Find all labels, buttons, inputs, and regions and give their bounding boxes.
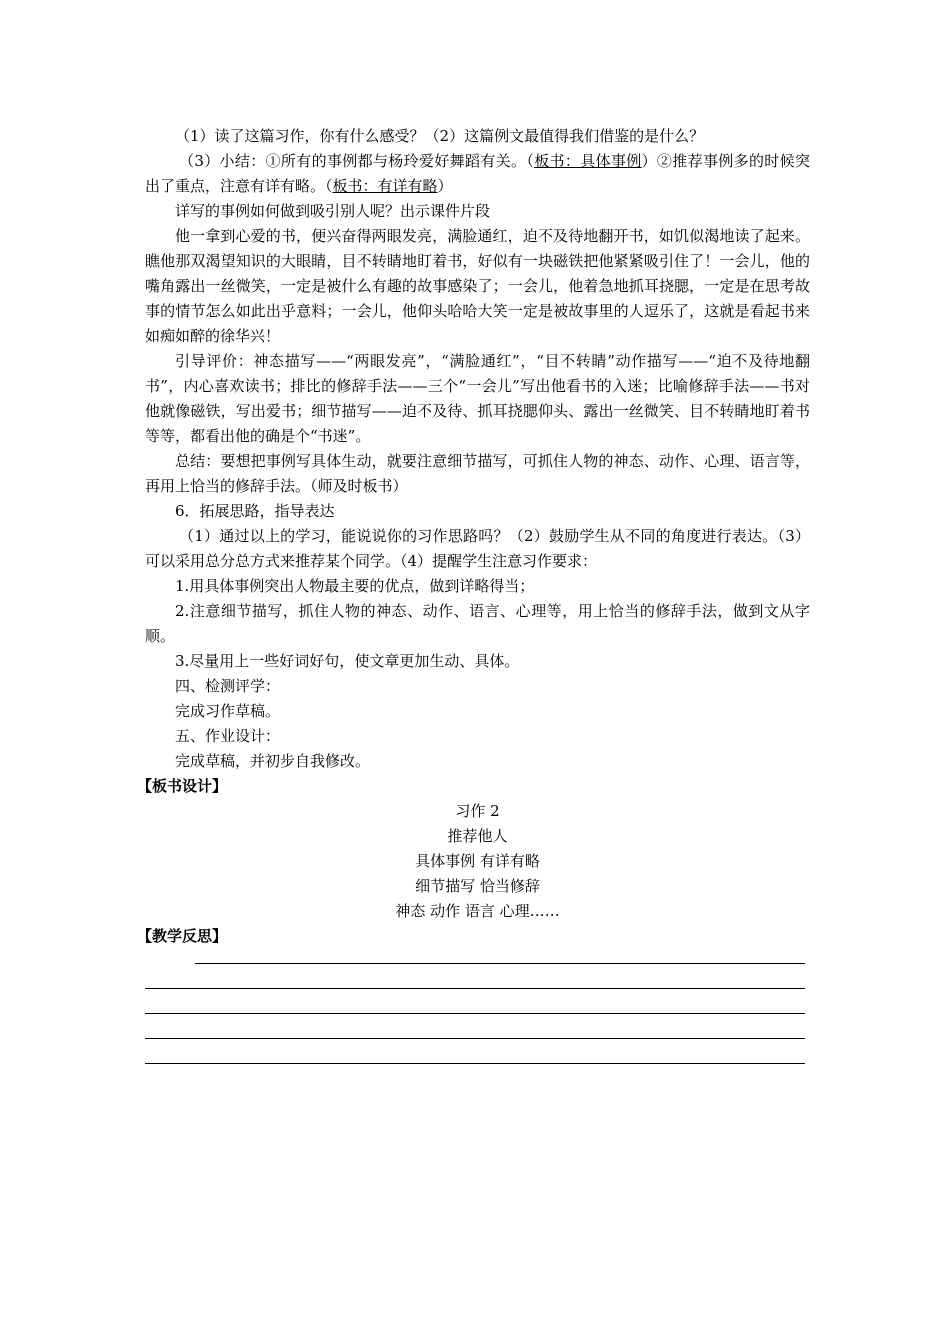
detail-question: 详写的事例如何做到吸引别人呢？出示课件片段 bbox=[175, 202, 491, 220]
board-note-detail-balance: 板书：有详有略 bbox=[332, 177, 438, 195]
summary-prefix: （3）小结：①所有的事例都与杨玲爱好舞蹈有关。（ bbox=[179, 152, 535, 170]
summary-suffix: ） bbox=[437, 177, 453, 195]
lesson-content bbox=[137, 124, 810, 1079]
example-passage: 他一拿到心爱的书，便兴奋得两眼发亮，满脸通红，迫不及待地翻开书，如饥似渴地读了起来。瞧他那双渴望知识的大眼睛，目不转睛地盯着书，好似有一块磁铁把他紧紧吸引住了！一会儿，他的嘴角露出一丝微笑，一定是被什么有趣的故事感染了；一会儿，他着急地抓耳挠腮，一定是在思考故事的情节怎么如此出乎意料；一会儿，他仰头哈哈大笑一定是被故事里的人逗乐了，这就是看起书来如痴如醉的徐华兴！ bbox=[145, 227, 810, 345]
section-4-heading: 四、检测评学： bbox=[175, 677, 281, 695]
conclusion-paragraph: 总结：要想把事例写具体生动，就要注意细节描写，可抓住人物的神态、动作、心理、语言等，再用上恰当的修辞手法。（师及时板书） bbox=[145, 452, 810, 495]
board-line-subtitle: 推荐他人 bbox=[447, 827, 508, 845]
section-5-heading: 五、作业设计： bbox=[175, 727, 281, 745]
writing-line bbox=[145, 1038, 805, 1039]
board-note-specific-examples: 板书：具体事例 bbox=[534, 152, 642, 170]
question-paragraph: （1）读了这篇习作，你有什么感受？（2）这篇例文最值得我们借鉴的是什么？ bbox=[175, 127, 705, 145]
reflection-writing-lines bbox=[145, 949, 810, 1079]
step-6-instructions: （1）通过以上的学习，能说说你的习作思路吗？（2）鼓励学生从不同的角度进行表达。（3）可以采用总分总方式来推荐某个同学。（4）提醒学生注意习作要求： bbox=[145, 527, 810, 570]
board-line-5: 神态 动作 语言 心理…… bbox=[395, 902, 560, 920]
requirement-1: 1.用具体事例突出人物最主要的优点，做到详略得当； bbox=[175, 577, 535, 595]
requirement-3: 3.尽量用上一些好词好句，使文章更加生动、具体。 bbox=[175, 652, 520, 670]
guided-evaluation: 引导评价：神态描写——“两眼发亮”，“满脸通红”，“目不转睛”动作描写——“迫不及待地翻书”，内心喜欢读书；排比的修辞手法——三个“一会儿”写出他看书的入迷；比喻修辞手法——书对他就像磁铁，写出爱书；细节描写——迫不及待、抓耳挠腮仰头、露出一丝微笑、目不转睛地盯着书等等，都看出他的确是个“书迷”。 bbox=[145, 352, 810, 445]
requirement-2: 2.注意细节描写，抓住人物的神态、动作、语言、心理等，用上恰当的修辞手法，做到文从字顺。 bbox=[145, 602, 810, 645]
board-design bbox=[145, 799, 810, 924]
writing-line bbox=[145, 988, 805, 989]
summary-middle: ）②推荐事例多的时候突出了重点，注意有详有略。（ bbox=[145, 152, 810, 195]
writing-line bbox=[145, 1013, 805, 1014]
section-5-text: 完成草稿，并初步自我修改。 bbox=[175, 752, 371, 770]
board-design-heading: 【板书设计】 bbox=[137, 777, 228, 795]
summary-paragraph bbox=[145, 149, 810, 199]
board-line-3: 具体事例 有详有略 bbox=[415, 852, 540, 870]
section-4-text: 完成习作草稿。 bbox=[175, 702, 281, 720]
writing-line bbox=[195, 963, 805, 964]
reflection-heading: 【教学反思】 bbox=[137, 927, 228, 945]
step-6-heading: 6．拓展思路，指导表达 bbox=[175, 502, 335, 520]
writing-line bbox=[145, 1063, 805, 1064]
board-line-title: 习作 2 bbox=[455, 802, 500, 820]
board-line-4: 细节描写 恰当修辞 bbox=[415, 877, 540, 895]
